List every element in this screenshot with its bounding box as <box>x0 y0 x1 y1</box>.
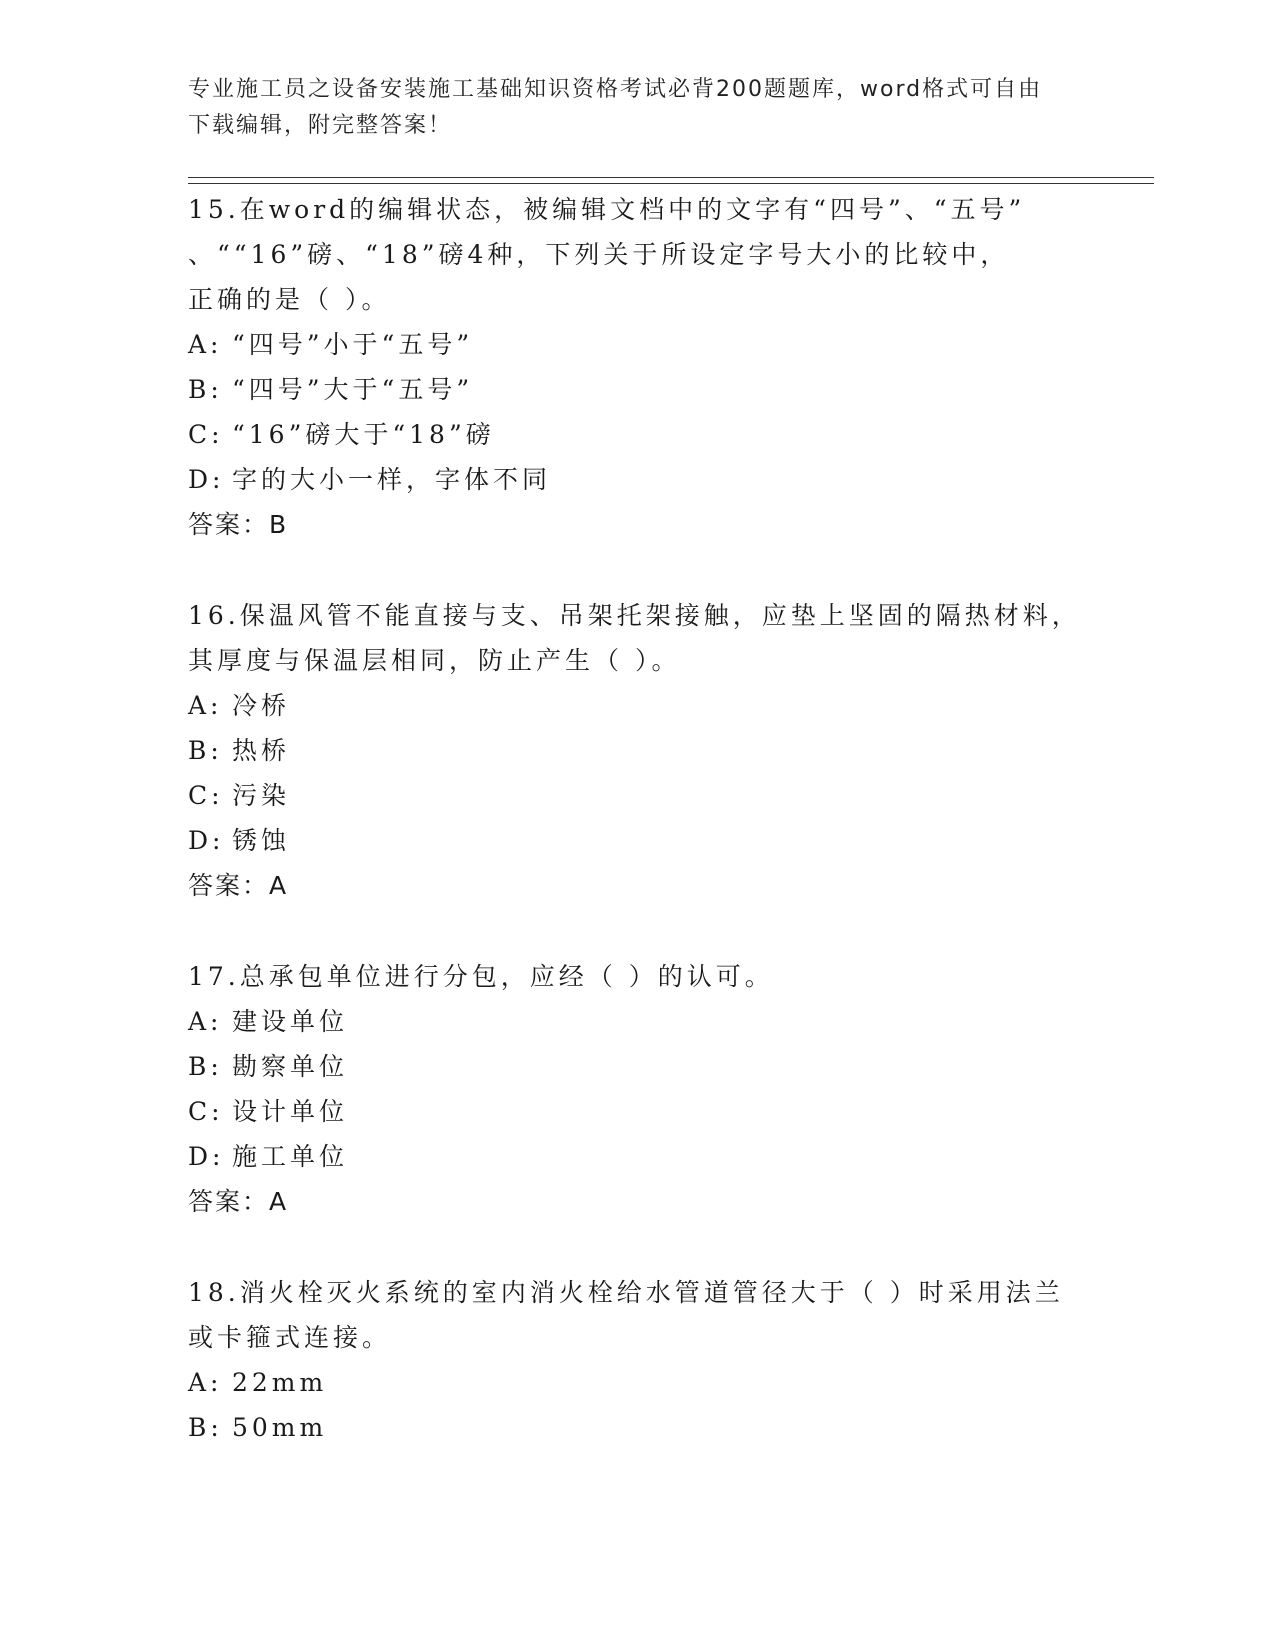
option-c <box>188 1089 1088 1134</box>
answer-line: 答案：A <box>188 871 289 900</box>
option-d <box>188 457 1088 502</box>
question-stem-line: 18.消火栓灭火系统的室内消火栓给水管道管径大于（ ）时采用法兰 <box>188 1278 1064 1307</box>
option-b <box>188 367 1088 412</box>
question-stem-line: 其厚度与保温层相同，防止产生（ ）。 <box>188 646 681 675</box>
option-text: “16”磅大于“18”磅 <box>232 420 495 449</box>
option-a <box>188 1360 1088 1405</box>
option-d <box>188 1134 1088 1179</box>
option-text: 热桥 <box>232 736 291 765</box>
option-letter: B: <box>188 736 223 765</box>
option-letter: A: <box>188 691 223 720</box>
option-d <box>188 818 1088 863</box>
question-15 <box>188 187 1088 547</box>
option-letter: C: <box>188 781 224 810</box>
option-text: 冷桥 <box>232 691 291 720</box>
question-list <box>188 187 1088 1496</box>
option-text: 锈蚀 <box>232 826 291 855</box>
option-c <box>188 773 1088 818</box>
option-a <box>188 683 1088 728</box>
option-text: 污染 <box>232 781 291 810</box>
option-letter: B: <box>188 375 223 404</box>
answer-line: 答案：B <box>188 510 289 539</box>
question-stem-line: 15.在word的编辑状态，被编辑文档中的文字有“四号”、“五号” <box>188 195 1026 224</box>
question-18 <box>188 1270 1088 1450</box>
option-text: 勘察单位 <box>232 1052 349 1081</box>
question-17 <box>188 954 1088 1224</box>
question-stem-line: 16.保温风管不能直接与支、吊架托架接触，应垫上坚固的隔热材料， <box>188 601 1081 630</box>
option-letter: A: <box>188 1007 223 1036</box>
option-text: 设计单位 <box>232 1097 349 1126</box>
option-letter: D: <box>188 826 225 855</box>
question-16 <box>188 593 1088 908</box>
document-header <box>188 72 1068 144</box>
option-letter: B: <box>188 1052 223 1081</box>
option-a <box>188 999 1088 1044</box>
question-stem-line: 17.总承包单位进行分包，应经（ ）的认可。 <box>188 962 774 991</box>
option-text: 建设单位 <box>232 1007 349 1036</box>
question-stem-line: 或卡箍式连接。 <box>188 1323 392 1352</box>
option-text: “四号”大于“五号” <box>232 375 474 404</box>
option-text: 字的大小一样，字体不同 <box>232 465 552 494</box>
answer-line: 答案：A <box>188 1187 289 1216</box>
option-letter: A: <box>188 1368 223 1397</box>
option-c <box>188 412 1088 457</box>
option-letter: C: <box>188 1097 224 1126</box>
option-b <box>188 1044 1088 1089</box>
header-line-1: 专业施工员之设备安装施工基础知识资格考试必背200题题库，word格式可自由 <box>188 77 1043 102</box>
option-letter: A: <box>188 330 223 359</box>
option-text: 22mm <box>232 1368 328 1397</box>
question-stem-line: 正确的是（ ）。 <box>188 285 391 314</box>
option-text: 50mm <box>232 1413 328 1442</box>
header-divider-top <box>188 177 1154 178</box>
option-a <box>188 322 1088 367</box>
question-stem-line: 、““16”磅、“18”磅4种，下列关于所设定字号大小的比较中， <box>188 240 1010 269</box>
option-letter: C: <box>188 420 224 449</box>
option-letter: B: <box>188 1413 223 1442</box>
header-divider-bottom <box>188 183 1154 184</box>
option-text: “四号”小于“五号” <box>232 330 474 359</box>
option-b <box>188 728 1088 773</box>
option-b <box>188 1405 1088 1450</box>
option-text: 施工单位 <box>232 1142 349 1171</box>
header-line-2: 下载编辑，附完整答案！ <box>188 113 453 138</box>
option-letter: D: <box>188 465 225 494</box>
option-letter: D: <box>188 1142 225 1171</box>
